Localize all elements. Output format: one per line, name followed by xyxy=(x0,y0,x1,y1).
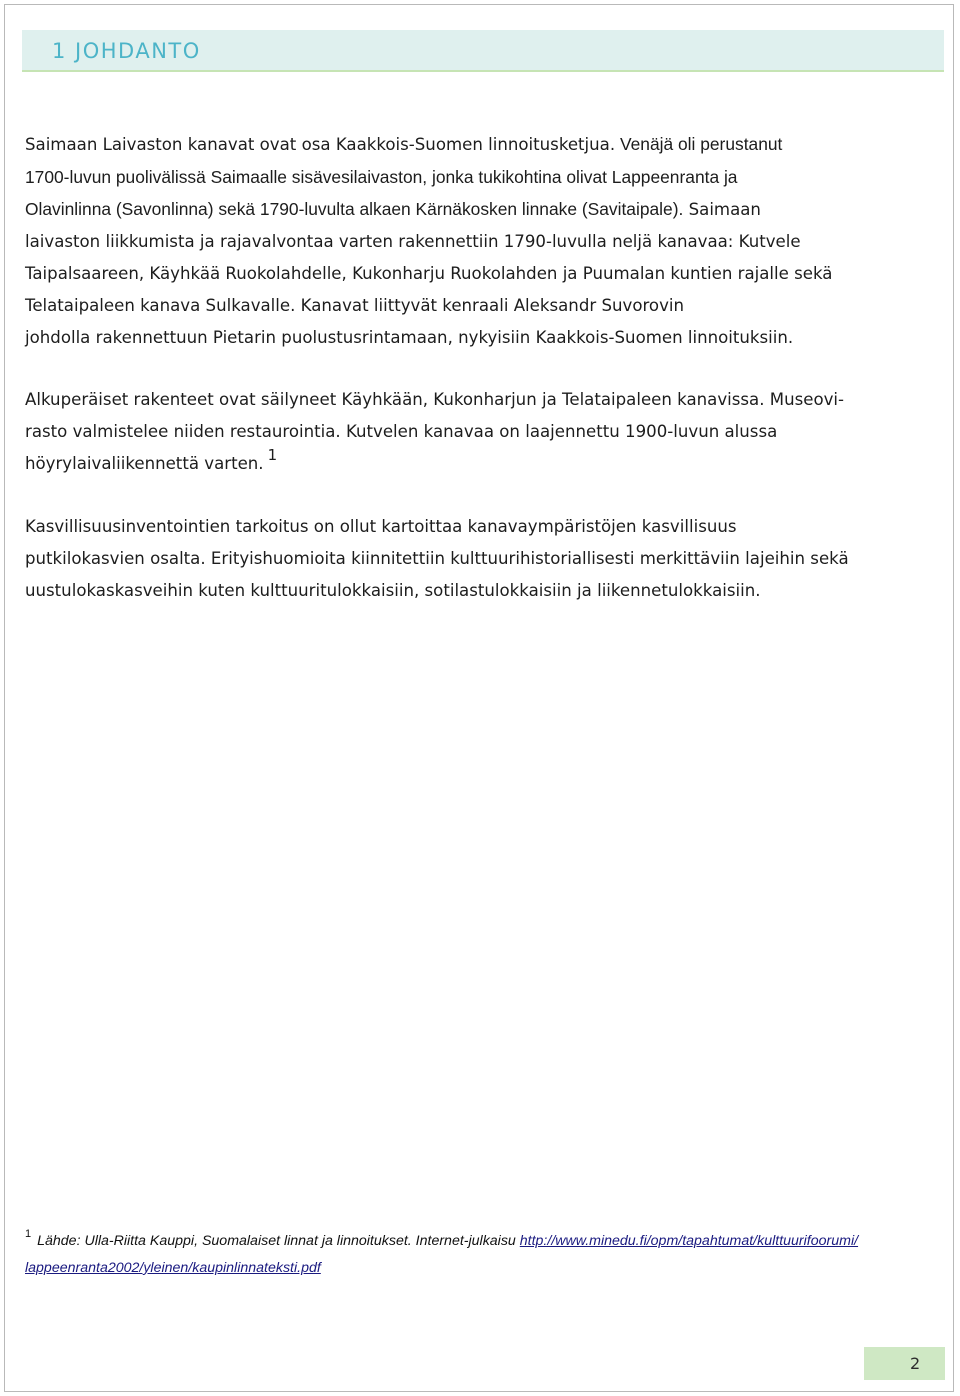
paragraph-line: höyrylaivaliikennettä varten. 1 xyxy=(25,446,278,473)
paragraph-line: 1700-luvun puolivälissä Saimaalle sisävesilaivaston, jonka tukikohtina olivat Lappeenranta ja xyxy=(25,167,738,187)
page-number: 2 xyxy=(910,1354,921,1373)
paragraph-line: Taipalsaareen, Käyhkää Ruokolahdelle, Kukonharju Ruokolahden ja Puumalan kuntien rajalle sekä xyxy=(25,264,833,283)
paragraph-line: uustulokaskasveihin kuten kulttuuritulokkaisiin, sotilastulokkaisiin ja liikennetulokkaisiin. xyxy=(25,581,761,600)
footnote-text: Lähde: Ulla-Riitta Kauppi, Suomalaiset linnat ja linnoitukset. Internet-julkaisu xyxy=(37,1233,520,1249)
paragraph-line: laivaston liikkumista ja rajavalvontaa varten rakennettiin 1790-luvulla neljä kanavaa: Kutvele xyxy=(25,232,801,251)
footnote-line-1 xyxy=(25,1228,925,1255)
footnote-reference[interactable]: 1 xyxy=(267,446,278,464)
page-number-box xyxy=(864,1347,945,1380)
paragraph-line: Olavinlinna (Savonlinna) sekä 1790-luvulta alkaen Kärnäkosken linnake (Savitaipale). Saimaan xyxy=(25,199,761,219)
footnote xyxy=(25,1228,925,1281)
paragraph-line: johdolla rakennettuun Pietarin puolustusrintamaan, nykyisiin Kaakkois-Suomen linnoituksiin. xyxy=(25,328,794,347)
footnote-link[interactable]: http://www.minedu.fi/opm/tapahtumat/kulttuurifoorumi/ xyxy=(519,1233,859,1249)
paragraph-line: rasto valmistelee niiden restaurointia. Kutvelen kanavaa on laajennettu 1900-luvun alussa xyxy=(25,422,778,441)
paragraph-line: Telataipaleen kanava Sulkavalle. Kanavat liittyvät kenraali Aleksandr Suvorovin xyxy=(25,296,685,315)
paragraph-3 xyxy=(25,511,849,607)
footnote-line-2 xyxy=(25,1255,925,1281)
paragraph-1 xyxy=(25,128,832,354)
heading-band xyxy=(22,30,944,72)
page-title: 1 JOHDANTO xyxy=(52,39,201,63)
paragraph-line: Saimaan Laivaston kanavat ovat osa Kaakkois-Suomen linnoitusketjua. Venäjä oli perustanut xyxy=(25,134,783,154)
footnote-number: 1 xyxy=(25,1228,32,1240)
paragraph-line: Kasvillisuusinventointien tarkoitus on ollut kartoittaa kanavaympäristöjen kasvillisuus xyxy=(25,517,737,536)
footnote-link-continued[interactable]: lappeenranta2002/yleinen/kaupinlinnateksti.pdf xyxy=(25,1260,321,1276)
paragraph-line: Alkuperäiset rakenteet ovat säilyneet Käyhkään, Kukonharjun ja Telataipaleen kanavissa. Museovi- xyxy=(25,390,845,409)
paragraph-line: putkilokasvien osalta. Erityishuomioita kiinnitettiin kulttuurihistoriallisesti merkittäviin lajeihin sekä xyxy=(25,549,849,568)
paragraph-2 xyxy=(25,384,844,480)
